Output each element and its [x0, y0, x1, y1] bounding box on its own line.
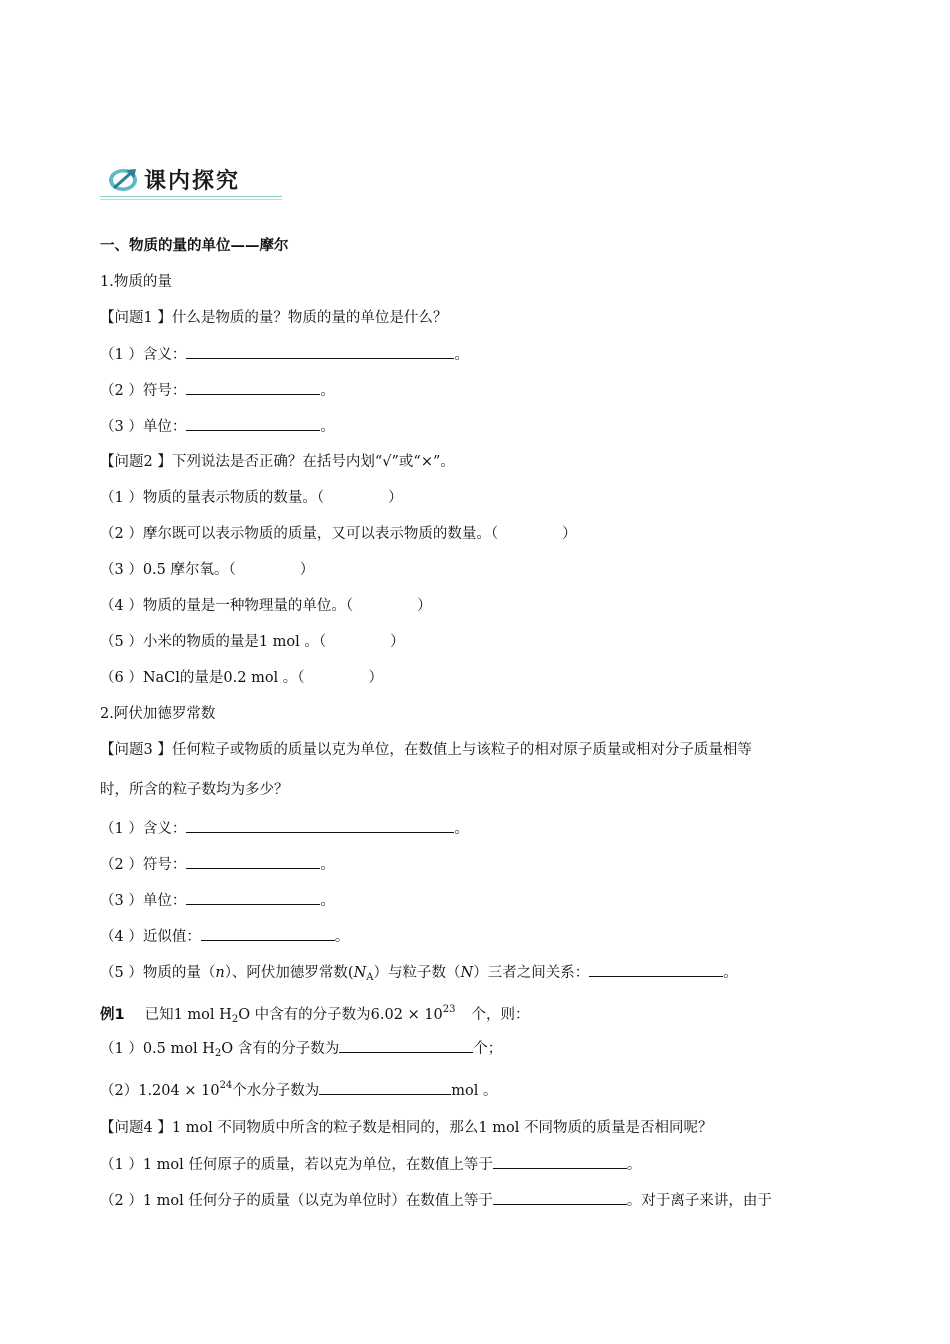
symbol-NA: N — [353, 965, 367, 981]
punctuation: 。 — [320, 419, 335, 435]
q2-item — [100, 632, 405, 652]
paren-close: ） — [390, 634, 405, 650]
answer-blank[interactable] — [186, 890, 320, 905]
q1-item — [100, 344, 469, 365]
q2-item — [100, 668, 383, 688]
answer-blank[interactable] — [493, 1190, 627, 1205]
q2-item — [100, 488, 403, 508]
superscript: 24 — [219, 1080, 233, 1091]
item-label: （3 ）单位： — [100, 893, 187, 909]
q2-item — [100, 596, 432, 616]
paren-close: ） — [562, 526, 577, 542]
punctuation: 。 — [454, 347, 469, 363]
item-text: 。对于离子来讲，由于 — [626, 1193, 772, 1209]
question-1 — [100, 308, 447, 328]
answer-blank[interactable] — [186, 818, 454, 833]
symbol-NA-subscript: A — [366, 972, 374, 983]
subsection-title: 1.物质的量 — [100, 274, 172, 290]
question-text: 什么是物质的量？物质的量的单位是什么？ — [171, 310, 448, 326]
q4-item — [100, 1154, 641, 1175]
question-text: 1 mol 不同物质中所含的粒子数是相同的，那么1 mol 不同物质的质量是否相同呢？ — [171, 1120, 713, 1136]
example-1-item — [100, 1038, 502, 1064]
punctuation: 。 — [334, 929, 350, 945]
item-text: ）与粒子数（ — [373, 965, 461, 981]
example-1-item — [100, 1076, 498, 1101]
paren-close: ） — [368, 670, 384, 686]
subscript: 2 — [231, 1014, 239, 1025]
question-2 — [100, 452, 455, 472]
superscript: 23 — [442, 1004, 456, 1015]
answer-blank[interactable] — [186, 416, 320, 431]
example-label: 例1 — [100, 1007, 125, 1023]
q4-item — [100, 1190, 772, 1211]
answer-blank[interactable] — [186, 380, 320, 395]
item-text: （2 ）1 mol 任何分子的质量（以克为单位时）在数值上等于 — [100, 1193, 493, 1209]
item-text: （5 ）物质的量（ — [100, 965, 216, 981]
item-text: （3 ）0.5 摩尔氧。（ — [100, 562, 236, 578]
example-1 — [100, 1000, 530, 1030]
paren-close: ） — [299, 562, 315, 578]
item-text: （1 ）物质的量表示物质的数量。（ — [100, 490, 325, 506]
question-text: 任何粒子或物质的质量以克为单位，在数值上与该粒子的相对原子质量或相对分子质量相等 — [171, 742, 752, 758]
item-text: （6 ）NaCl的量是0.2 mol 。（ — [100, 670, 305, 686]
question-text: 下列说法是否正确？在括号内划“√”或“×”。 — [171, 454, 455, 470]
punctuation: 。 — [320, 383, 335, 399]
subsection-title: 2.阿伏加德罗常数 — [100, 706, 216, 722]
paren-close: ） — [417, 598, 432, 614]
item-text: （2 ）摩尔既可以表示物质的质量，又可以表示物质的数量。（ — [100, 526, 499, 542]
item-label: （1 ）含义： — [100, 347, 187, 363]
example-text: 已知1 mol H — [144, 1007, 232, 1023]
answer-blank[interactable] — [589, 962, 723, 977]
question-label: 【问题3 】 — [100, 742, 172, 758]
item-text: （1 ）0.5 mol H — [100, 1041, 215, 1057]
item-text: （2）1.204 × 10 — [100, 1083, 220, 1099]
example-text: 个，则： — [471, 1007, 530, 1023]
q1-item — [100, 380, 335, 401]
question-3-continued: 时，所含的粒子数均为多少？ — [100, 782, 289, 798]
question-label: 【问题2 】 — [100, 454, 172, 470]
answer-blank[interactable] — [201, 926, 335, 941]
item-label: （2 ）符号： — [100, 383, 187, 399]
answer-blank[interactable] — [339, 1038, 473, 1053]
question-label: 【问题4 】 — [100, 1120, 172, 1136]
item-text: （4 ）物质的量是一种物理量的单位。（ — [100, 598, 354, 614]
item-text: 个水分子数为 — [232, 1083, 320, 1099]
item-text: ）三者之间关系： — [473, 965, 590, 981]
answer-blank[interactable] — [319, 1080, 451, 1095]
item-text: （5 ）小米的物质的量是1 mol 。（ — [100, 634, 327, 650]
punctuation: 。 — [723, 965, 738, 981]
arrow-circle-icon — [106, 164, 144, 194]
q1-item — [100, 416, 335, 437]
item-label: （2 ）符号： — [100, 857, 187, 873]
banner-rule-secondary — [100, 199, 282, 200]
item-text: mol 。 — [451, 1083, 498, 1099]
q3-item — [100, 890, 335, 911]
answer-blank[interactable] — [186, 344, 454, 359]
punctuation: 。 — [454, 821, 469, 837]
question-4 — [100, 1118, 712, 1138]
example-text: O 中含有的分子数为6.02 × 10 — [238, 1007, 443, 1023]
item-text: （1 ）1 mol 任何原子的质量，若以克为单位，在数值上等于 — [100, 1157, 493, 1173]
punctuation: 。 — [320, 857, 335, 873]
section-banner — [100, 160, 282, 202]
answer-blank[interactable] — [493, 1154, 627, 1169]
q3-item — [100, 926, 349, 947]
punctuation: 。 — [626, 1157, 642, 1173]
item-label: （1 ）含义： — [100, 821, 187, 837]
item-label: （4 ）近似值： — [100, 929, 201, 945]
symbol-N: N — [460, 965, 474, 981]
banner-rule — [100, 196, 282, 197]
question-3 — [100, 740, 752, 760]
answer-blank[interactable] — [186, 854, 320, 869]
symbol-n: n — [215, 965, 225, 981]
q3-item-relation — [100, 962, 738, 988]
punctuation: 。 — [320, 893, 335, 909]
item-text: ）、阿伏加德罗常数( — [224, 965, 354, 981]
q3-item — [100, 854, 335, 875]
q3-item — [100, 818, 469, 839]
subscript: 2 — [214, 1048, 222, 1059]
item-text: 个； — [473, 1041, 503, 1057]
q2-item — [100, 560, 314, 580]
item-text: O 含有的分子数为 — [221, 1041, 340, 1057]
paren-close: ） — [388, 490, 403, 506]
item-label: （3 ）单位： — [100, 419, 187, 435]
banner-title: 课内探究 — [144, 169, 241, 194]
q2-item — [100, 524, 577, 544]
section-heading: 一、物质的量的单位——摩尔 — [100, 238, 289, 254]
question-label: 【问题1 】 — [100, 310, 172, 326]
